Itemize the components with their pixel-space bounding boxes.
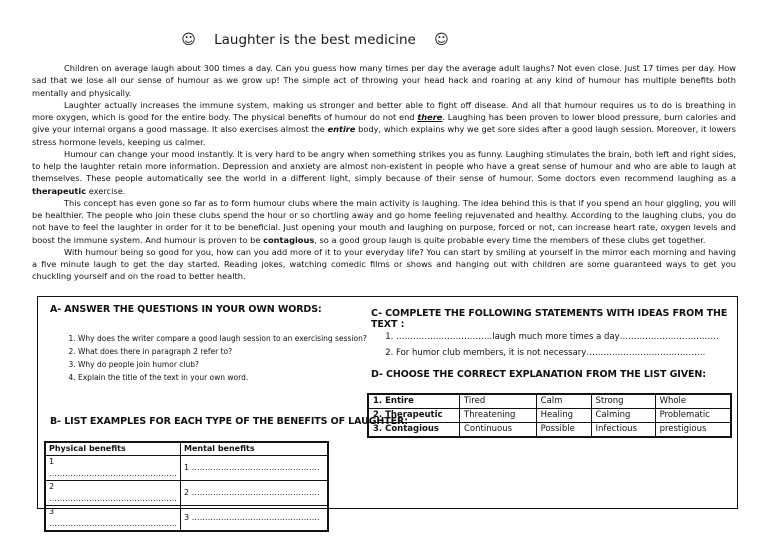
section-b-heading: B- LIST EXAMPLES FOR EACH TYPE OF THE BENEFITS OF LAUGHTER:: [50, 416, 408, 427]
section-d-heading: D- CHOOSE THE CORRECT EXPLANATION FROM THE LIST GIVEN:: [371, 369, 706, 380]
statement-item: 2. For humor club members, it is not necessary……………………………………: [396, 345, 726, 361]
question-item: 2. What does there in paragraph 2 refer to?: [78, 345, 408, 358]
option-cell[interactable]: Calm: [536, 394, 591, 409]
option-cell[interactable]: Problematic: [655, 409, 731, 423]
paragraph: [32, 62, 736, 99]
option-cell[interactable]: prestigious: [655, 423, 731, 438]
option-cell[interactable]: Infectious: [591, 423, 655, 438]
section-c-statements: [376, 329, 726, 361]
word-cell: 3. Contagious: [368, 423, 460, 438]
paragraph: [32, 246, 736, 283]
section-a-questions: [54, 332, 408, 384]
option-cell[interactable]: Continuous: [460, 423, 537, 438]
paragraph-text: Children on average laugh about 300 times a day. Can you guess how many times per day the average adult laughs? Not even close. Just 17 times per day. How sad that we lose all our sense of humour as we grow up! The simple act of throwing your head hack and roaring at any kind of humour has multiple benefits both mentally and physically.: [32, 63, 736, 98]
option-cell[interactable]: Tired: [460, 394, 537, 409]
vocabulary-table: [367, 393, 732, 438]
question-item: 3. Why do people join humor club?: [78, 358, 408, 371]
section-a-heading: A- ANSWER THE QUESTIONS IN YOUR OWN WORDS:: [50, 304, 322, 315]
paragraph-text: This concept has even gone so far as to form humour clubs where the main activity is laughing. The idea behind this is that if you spend an hour giggling, you will be healthier. The people who join these clubs spend the hour or so chortling away and go home feeling rejuvenated and healthy. According to the laughing clubs, you do not have to feel the laughter in order for it to be beneficial. Just opening your mouth and laughing on purpose, forced or not, can increase heart rate, oxygen levels and boost the immune system. And humour is proven to be: [32, 197, 736, 245]
statement-item: 1. …………………………….laugh much more times a day……………………………..: [396, 329, 726, 345]
table-row: [368, 409, 731, 423]
option-cell[interactable]: Calming: [591, 409, 655, 423]
paragraph-text: , so a good group laugh is quite probable every time the members of these clubs get together.: [314, 234, 706, 245]
table-row: [45, 481, 328, 506]
emphasized-word: there: [417, 112, 443, 122]
smiley-icon-right: ☺: [434, 32, 449, 48]
exercises-box: [37, 296, 738, 528]
option-cell[interactable]: Whole: [655, 394, 731, 409]
benefits-table: [44, 441, 329, 532]
answer-cell[interactable]: 3 …………………………………………: [45, 506, 181, 532]
option-cell[interactable]: Threatening: [460, 409, 537, 423]
table-row: [45, 456, 328, 481]
option-cell[interactable]: Healing: [536, 409, 591, 423]
smiley-icon-left: ☺: [181, 32, 196, 48]
table-row: [45, 442, 328, 456]
answer-cell[interactable]: 1 …………………………………………: [181, 456, 329, 481]
answer-cell[interactable]: 2 …………………………………………: [45, 481, 181, 506]
title-line: [0, 32, 630, 48]
word-cell: 2. Therapeutic: [368, 409, 460, 423]
reading-text: [32, 62, 736, 283]
table-row: [368, 394, 731, 409]
emphasized-word: entire: [327, 124, 356, 135]
paragraph: [32, 197, 736, 246]
table-header: Physical benefits: [45, 442, 181, 456]
answer-cell[interactable]: 2 …………………………………………: [181, 481, 329, 506]
paragraph-text: . Laughing has been proven to lower blood pressure, burn calories and give your internal organs a good massage. It also exercises almost the: [32, 112, 736, 135]
paragraph-text: exercise.: [86, 185, 126, 196]
page-title: Laughter is the best medicine: [214, 32, 416, 48]
question-item: 1. Why does the writer compare a good laugh session to an exercising session?: [78, 332, 408, 345]
word-cell: 1. Entire: [368, 394, 460, 409]
table-header: Mental benefits: [181, 442, 329, 456]
paragraph-text: With humour being so good for you, how can you add more of it to your everyday life? You can start by smiling at yourself in the mirror each morning and having a five minute laugh to get the day started. Reading jokes, watching comedic films or shows and hanging out with children are some guaranteed ways to get you chuckling yourself and on the road to better health.: [32, 246, 736, 282]
paragraph-text: body, which explains why we get sore sides after a good laugh session. Moreover, it lowers stress hormone levels, keeping us calmer.: [32, 124, 736, 147]
emphasized-word: therapeutic: [32, 185, 87, 196]
emphasized-word: contagious: [263, 234, 315, 245]
answer-cell[interactable]: 3 …………………………………………: [181, 506, 329, 532]
question-item: 4. Explain the title of the text in your own word.: [78, 371, 408, 384]
paragraph-text: Laughter actually increases the immune system, making us stronger and better able to fight off disease. And all that humour requires us to do is breathing in more oxygen, which is good for the entire body. The physical benefits of humour do not end: [32, 99, 736, 122]
section-c-heading: C- COMPLETE THE FOLLOWING STATEMENTS WITH IDEAS FROM THE TEXT :: [371, 308, 728, 330]
table-row: [45, 506, 328, 532]
paragraph: [32, 148, 736, 197]
option-cell[interactable]: Strong: [591, 394, 655, 409]
answer-cell[interactable]: 1 …………………………………………: [45, 456, 181, 481]
option-cell[interactable]: Possible: [536, 423, 591, 438]
paragraph: [32, 99, 736, 148]
paragraph-text: Humour can change your mood instantly. It is very hard to be angry when something strikes you as funny. Laughing stimulates the brain, both left and right sides, to help the laughter retain more information. Depression and anxiety are almost non-existent in people who have a great sense of humour and who are able to laugh at themselves. These people automatically see the world in a different light, simply because of their sense of humour. Some doctors even recommend laughing as a: [32, 148, 736, 184]
table-row: [368, 423, 731, 438]
